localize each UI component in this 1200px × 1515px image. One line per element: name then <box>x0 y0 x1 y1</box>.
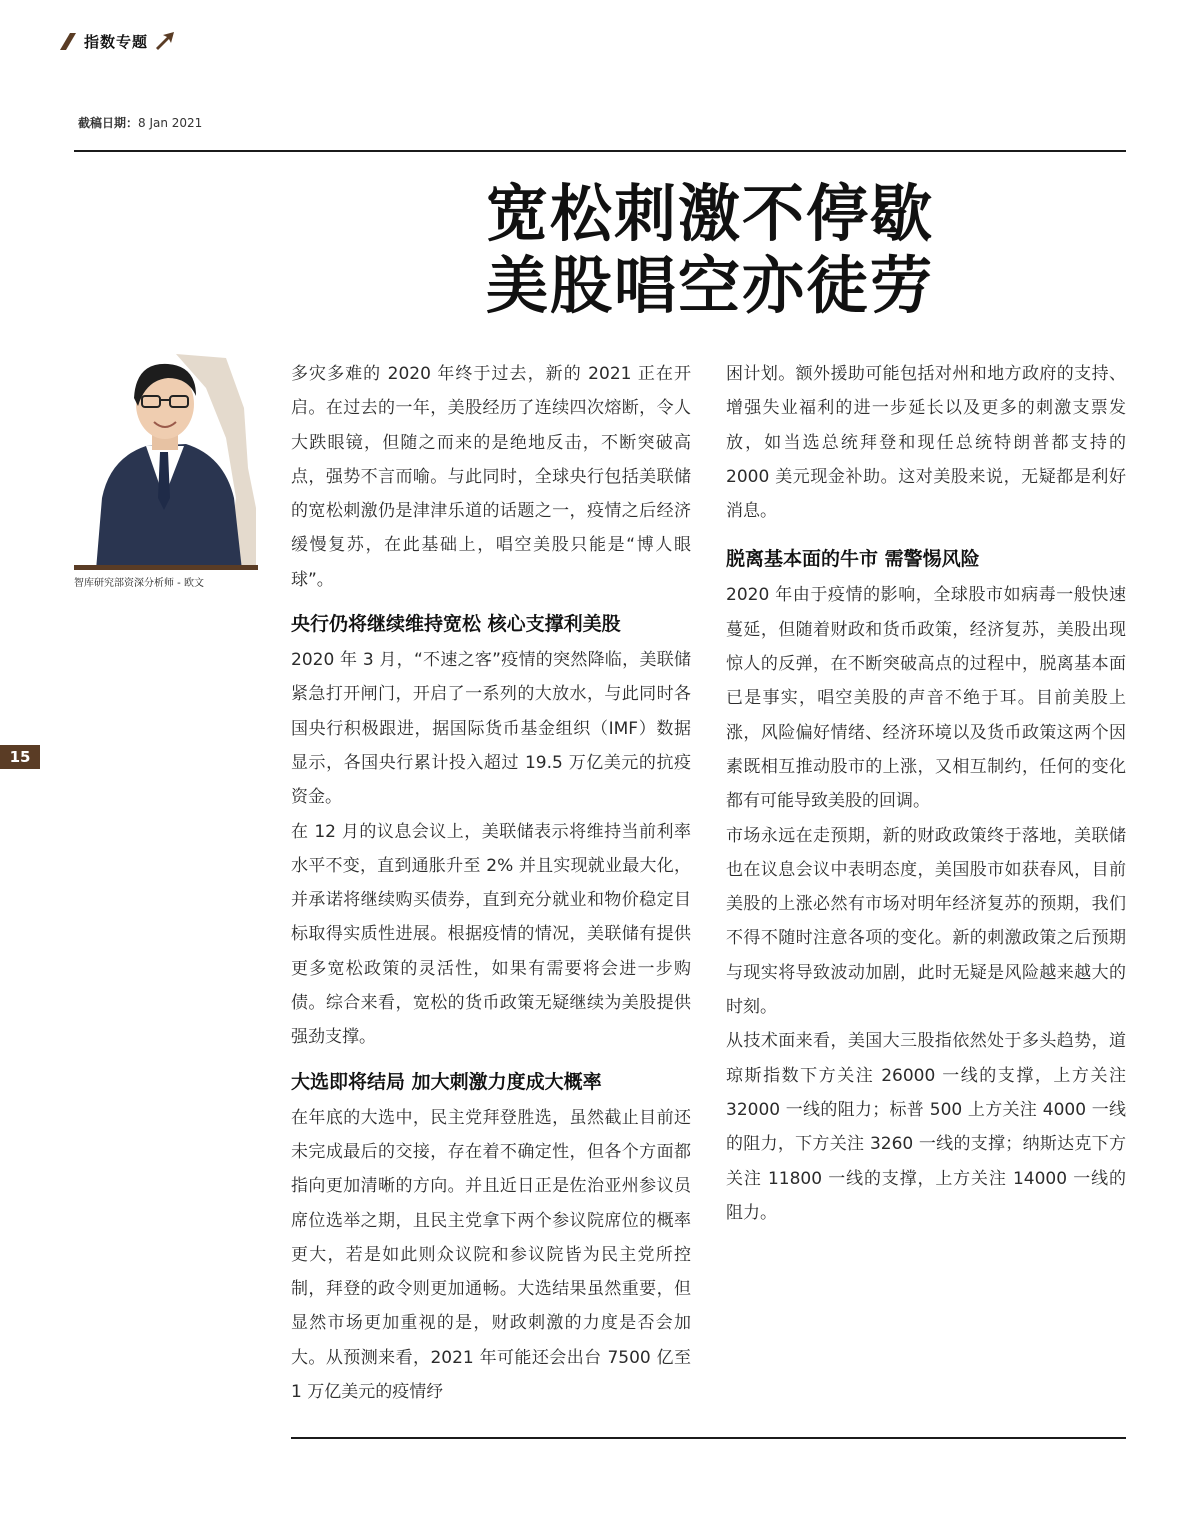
date-value: 8 Jan 2021 <box>138 116 203 130</box>
body-paragraph: 2020 年由于疫情的影响，全球股市如病毒一般快速蔓延，但随着财政和货币政策，经济复苏，美股出现惊人的反弹，在不断突破高点的过程中，脱离基本面已是事实，唱空美股的声音不绝于耳。目前美股上涨，风险偏好情绪、经济环境以及货币政策这两个因素既相互推动股市的上涨，又相互制约，任何的变化都有可能导致美股的回调。 <box>726 585 1126 812</box>
photo-underline <box>74 565 258 570</box>
body-paragraph: 困计划。额外援助可能包括对州和地方政府的支持、增强失业福利的进一步延长以及更多的刺激支票发放，如当选总统拜登和现任总统特朗普都支持的 2000 美元现金补助。这对美股来说，无疑都是利好消息。 <box>726 364 1126 522</box>
date-label: 截稿日期： <box>78 116 139 130</box>
section-heading: 央行仍将继续维持宽松 核心支撑利美股 <box>291 613 621 636</box>
arrow-up-right-icon <box>154 30 176 52</box>
top-divider <box>74 150 1126 152</box>
article-column-2 <box>726 357 1126 1230</box>
bottom-divider <box>291 1437 1126 1439</box>
body-paragraph: 市场永远在走预期，新的财政政策终于落地，美联储也在议息会议中表明态度，美国股市如获春风，目前美股的上涨必然有市场对明年经济复苏的预期，我们不得不随时注意各项的变化。新的刺激政策之后预期与现实将导致波动加剧，此时无疑是风险越来越大的时刻。 <box>726 825 1126 1018</box>
section-heading: 大选即将结局 加大刺激力度成大概率 <box>291 1070 602 1093</box>
intro-paragraph: 多灾多难的 2020 年终于过去，新的 2021 正在开启。在过去的一年，美股经历了连续四次熔断，令人大跌眼镜，但随之而来的是绝地反击，不断突破高点，强势不言而喻。与此同时，全球央行包括美联储的宽松刺激仍是津津乐道的话题之一，疫情之后经济缓慢复苏，在此基础上，唱空美股只能是“博人眼球”。 <box>291 364 691 590</box>
slash-icon <box>56 30 78 52</box>
body-paragraph: 2020 年 3 月，“不速之客”疫情的突然降临，美联储紧急打开闸门，开启了一系列的大放水，与此同时各国央行积极跟进，据国际货币基金组织（IMF）数据显示，各国央行累计投入超过 19.5 万亿美元的抗疫资金。 <box>291 650 691 808</box>
article-column-1 <box>291 357 691 1409</box>
body-paragraph: 在 12 月的议息会议上，美联储表示将维持当前利率水平不变，直到通胀升至 2% 并且实现就业最大化，并承诺将继续购买债券，直到充分就业和物价稳定目标取得实质性进展。根据疫情的情况，美联储有提供更多宽松政策的灵活性，如果有需要将会进一步购债。综合来看，宽松的货币政策无疑继续为美股提供强劲支撑。 <box>291 821 691 1048</box>
title-line-1: 宽松刺激不停歇 <box>486 177 935 250</box>
section-header <box>56 30 176 52</box>
section-label: 指数专题 <box>84 32 149 51</box>
page-number: 15 <box>0 745 40 769</box>
deadline-date <box>78 114 202 131</box>
author-photo <box>76 348 256 570</box>
body-paragraph: 从技术面来看，美国大三股指依然处于多头趋势，道琼斯指数下方关注 26000 一线的支撑，上方关注 32000 一线的阻力；标普 500 上方关注 4000 一线的阻力，下方关注 3260 一线的支撑；纳斯达克下方关注 11800 一线的支撑，上方关注 14000 一线的阻力。 <box>726 1031 1126 1223</box>
section-heading: 脱离基本面的牛市 需警惕风险 <box>726 548 980 571</box>
title-line-2: 美股唱空亦徒劳 <box>486 249 935 322</box>
body-paragraph: 在年底的大选中，民主党拜登胜选，虽然截止目前还未完成最后的交接，存在着不确定性，但各个方面都指向更加清晰的方向。并且近日正是佐治亚州参议员席位选举之期，且民主党拿下两个参议院席位的概率更大，若是如此则众议院和参议院皆为民主党所控制，拜登的政令则更加通畅。大选结果虽然重要，但显然市场更加重视的是，财政刺激的力度是否会加大。从预测来看，2021 年可能还会出台 7500 亿至 1 万亿美元的疫情纾 <box>291 1107 691 1403</box>
article-title <box>486 178 934 322</box>
author-caption: 智库研究部资深分析师 - 欧文 <box>74 578 204 589</box>
